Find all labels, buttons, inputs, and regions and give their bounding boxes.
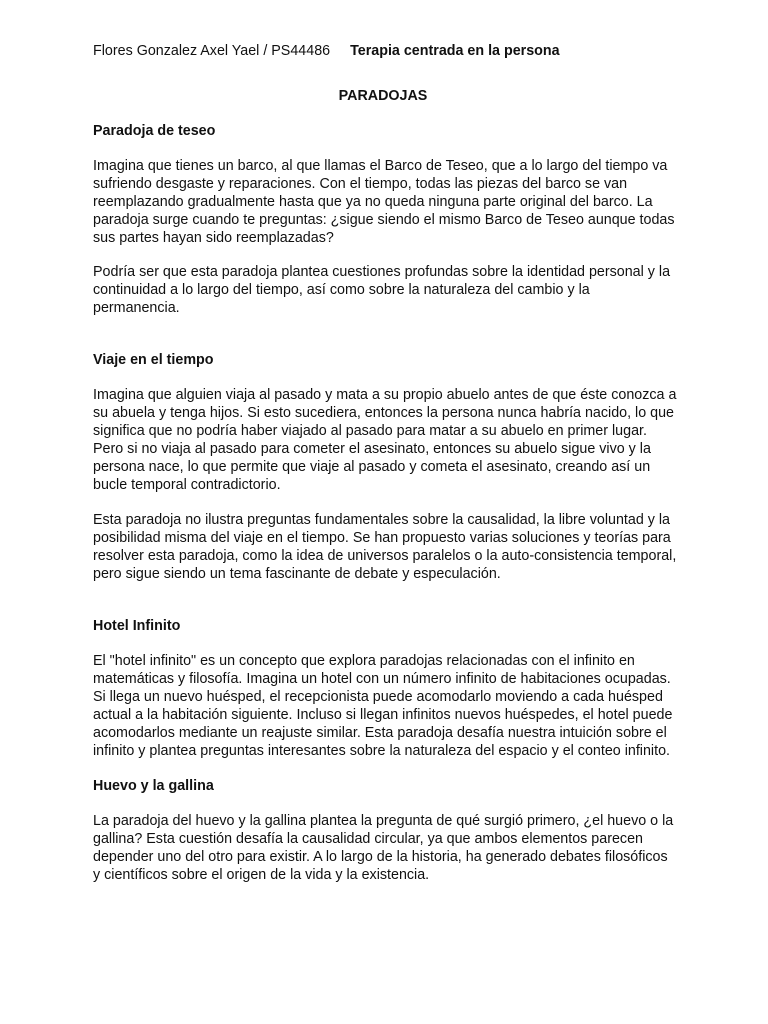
text-line: depender uno del otro para existir. A lo largo de la historia, ha generado debates filosóficos bbox=[93, 849, 668, 865]
text-line: su abuela y tenga hijos. Si esto sucediera, entonces la persona nunca habría nacido, lo que bbox=[93, 405, 675, 421]
section-heading-teseo: Paradoja de teseo bbox=[93, 123, 216, 139]
paragraph-viaje-1 bbox=[93, 386, 683, 494]
text-line: Pero si no viaja al pasado para cometer el asesinato, entonces su abuelo sigue vivo y la bbox=[93, 441, 651, 457]
text-line: matemáticas y filosofía. Imagina un hotel con un número infinito de habitaciones ocupadas. bbox=[93, 671, 671, 687]
document-header bbox=[93, 42, 683, 60]
text-line: Imagina que alguien viaja al pasado y mata a su propio abuelo antes de que éste conozca a bbox=[93, 387, 677, 403]
text-line: infinito y plantea preguntas interesantes sobre la naturaleza del espacio y el conteo infinito. bbox=[93, 743, 671, 759]
text-line: Podría ser que esta paradoja plantea cuestiones profundas sobre la identidad personal y la bbox=[93, 264, 671, 280]
text-line: permanencia. bbox=[93, 300, 180, 316]
text-line: pero sigue siendo un tema fascinante de debate y especulación. bbox=[93, 566, 501, 582]
document-title: PARADOJAS bbox=[338, 88, 428, 104]
paragraph-huevo-1 bbox=[93, 812, 683, 884]
section-heading-hotel: Hotel Infinito bbox=[93, 618, 181, 634]
text-line: posibilidad misma del viaje en el tiempo. Se han propuesto varias soluciones y teorías para bbox=[93, 530, 671, 546]
text-line: Si llega un nuevo huésped, el recepcionista puede acomodarlo moviendo a cada huésped bbox=[93, 689, 663, 705]
paragraph-viaje-2 bbox=[93, 511, 683, 583]
text-line: continuidad a lo largo del tiempo, así como sobre la naturaleza del cambio y la bbox=[93, 282, 590, 298]
text-line: significa que no podría haber viajado al pasado para matar a su abuelo en primer lugar. bbox=[93, 423, 647, 439]
paragraph-teseo-1 bbox=[93, 157, 683, 247]
text-line: sufriendo desgaste y reparaciones. Con el tiempo, todas las piezas del barco se van bbox=[93, 176, 628, 192]
text-line: El "hotel infinito" es un concepto que explora paradojas relacionadas con el infinito en bbox=[93, 653, 635, 669]
paragraph-hotel-1 bbox=[93, 652, 683, 760]
text-line: sus partes hayan sido reemplazadas? bbox=[93, 230, 334, 246]
text-line: Imagina que tienes un barco, al que llamas el Barco de Teseo, que a lo largo del tiempo va bbox=[93, 158, 668, 174]
text-line: persona nace, lo que permite que viaje al pasado y cometa el asesinato, creando así un bbox=[93, 459, 651, 475]
section-heading-viaje: Viaje en el tiempo bbox=[93, 352, 214, 368]
paragraph-teseo-2 bbox=[93, 263, 683, 317]
text-line: gallina? Esta cuestión desafía la causalidad circular, ya que ambos elementos parecen bbox=[93, 831, 643, 847]
text-line: acomodarlos mediante un reajuste similar. Esta paradoja desafía nuestra intuición sobre el bbox=[93, 725, 667, 741]
author-line: Flores Gonzalez Axel Yael / PS44486 bbox=[93, 43, 331, 59]
text-line: Esta paradoja no ilustra preguntas fundamentales sobre la causalidad, la libre voluntad y la bbox=[93, 512, 670, 528]
text-line: y científicos sobre el origen de la vida y la existencia. bbox=[93, 867, 430, 883]
section-heading-huevo: Huevo y la gallina bbox=[93, 778, 214, 794]
text-line: resolver esta paradoja, como la idea de universos paralelos o la auto-consistencia temporal, bbox=[93, 548, 677, 564]
text-line: reemplazando gradualmente hasta que ya no queda ninguna parte original del barco. La bbox=[93, 194, 653, 210]
text-line: paradoja surge cuando te preguntas: ¿sigue siendo el mismo Barco de Teseo aunque todas bbox=[93, 212, 675, 228]
subject-title: Terapia centrada en la persona bbox=[350, 43, 560, 59]
text-line: bucle temporal contradictorio. bbox=[93, 477, 281, 493]
text-line: actual a la habitación siguiente. Incluso si llegan infinitos nuevos huéspedes, el hotel puede bbox=[93, 707, 673, 723]
text-line: La paradoja del huevo y la gallina plantea la pregunta de qué surgió primero, ¿el huevo o la bbox=[93, 813, 674, 829]
